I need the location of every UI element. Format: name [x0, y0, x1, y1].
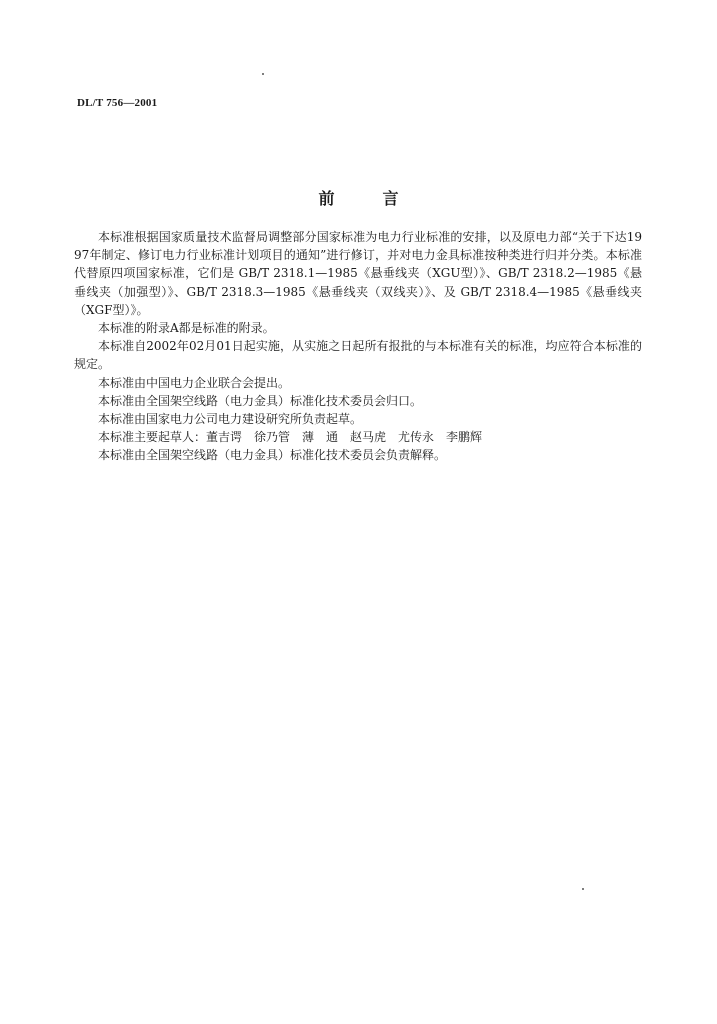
- paragraph-drafters: 本标准主要起草人：董吉谔 徐乃管 薄 通 赵马虎 尤传永 李鹏辉: [98, 430, 483, 445]
- scan-speck: [262, 73, 264, 75]
- body-text: [74, 228, 642, 465]
- paragraph-appendix: 本标准的附录A都是标准的附录。: [98, 321, 275, 336]
- document-number: DL/T 756—2001: [77, 97, 158, 109]
- paragraph-effective-date: 本标准自2002年02月01日起实施，从实施之日起所有报批的与本标准有关的标准，均应符合本标准的规定。: [74, 339, 642, 372]
- paragraph-proposer: 本标准由中国电力企业联合会提出。: [98, 375, 291, 390]
- paragraph-administrator: 本标准由全国架空线路（电力金具）标准化技术委员会归口。: [98, 393, 423, 408]
- section-title: 前言: [318, 189, 447, 208]
- paragraph-drafting-unit: 本标准由国家电力公司电力建设研究所负责起草。: [98, 412, 363, 427]
- paragraph-interpretation: 本标准由全国架空线路（电力金具）标准化技术委员会负责解释。: [98, 448, 447, 463]
- scan-speck: [582, 888, 584, 890]
- paragraph-revision-basis: 本标准根据国家质量技术监督局调整部分国家标准为电力行业标准的安排，以及原电力部“关于下达1997年制定、修订电力行业标准计划项目的通知”进行修订，并对电力金具标准按种类进行归并分类。本标准代替原四项国家标准，它们是 GB/T 2318.1—1985《悬垂线夹（XGU型）》、GB/T 2318.2—1985《悬垂线夹（加强型）》、GB/T 2318.3—1985《悬垂线夹（双线夹）》、及 GB/T 2318.4—1985《悬垂线夹（XGF型）》。: [74, 230, 642, 317]
